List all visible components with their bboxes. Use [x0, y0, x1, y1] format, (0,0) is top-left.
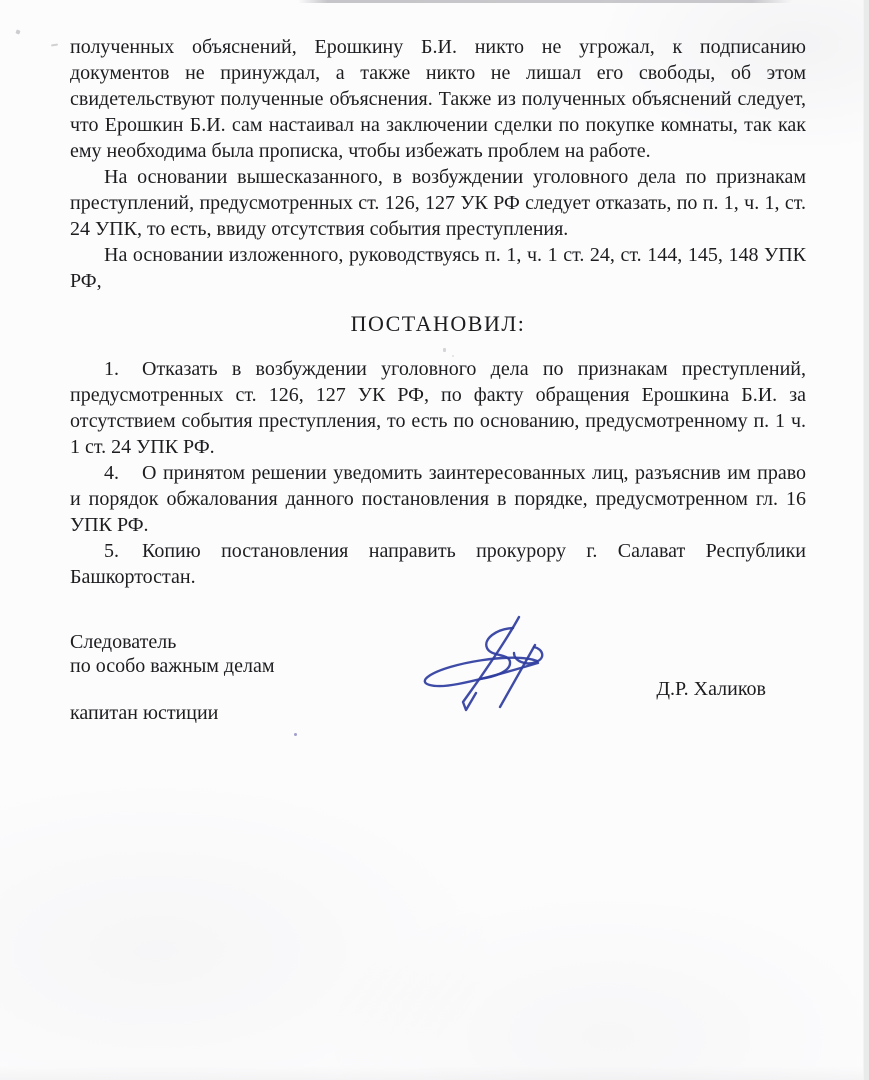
resolution-item: [70, 538, 806, 590]
paragraph: На основании вышесказанного, в возбуждении уголовного дела по признакам преступлений, предусмотренных ст. 126, 127 УК РФ следует отказать, по п. 1, ч. 1, ст. 24 УПК, то есть, ввиду отсутствия события преступления.: [70, 166, 806, 240]
item-text: Копию постановления направить прокурору г. Салават Республики Башкортостан.: [70, 540, 806, 588]
resolution-heading: ПОСТАНОВИЛ:: [350, 311, 526, 336]
paragraph-continuation: полученных объяснений, Ерошкину Б.И. никто не угрожал, к подписанию документов не принуждал, а также никто не лишал его свободы, об этом свидетельствуют полученные объяснения. Также из полученных объяснений следует, что Ерошкин Б.И. сам настаивал на заключении сделки по покупке комнаты, так как ему необходима была прописка, чтобы избежать проблем на работе.: [70, 36, 806, 162]
scan-speck: [15, 29, 20, 34]
paragraph: На основании изложенного, руководствуясь п. 1, ч. 1 ст. 24, ст. 144, 145, 148 УПК РФ,: [70, 244, 806, 292]
item-number: 1.: [104, 358, 119, 380]
signature-ink: [410, 592, 552, 718]
scan-artifact-right-edge: [863, 0, 869, 1080]
signer-name: Д.Р. Халиков: [656, 678, 766, 700]
item-number: 4.: [104, 462, 119, 484]
resolution-item: [70, 460, 806, 538]
item-text: Отказать в возбуждении уголовного дела по признакам преступлений, предусмотренных ст. 126, 127 УК РФ, по факту обращения Ерошкина Б.И. за отсутствием события преступления, то есть по основанию, предусмотренному п. 1 ч. 1 ст. 24 УПК РФ.: [70, 358, 806, 458]
scan-artifact-top-edge: [298, 0, 792, 3]
resolution-item: [70, 356, 806, 460]
signature-stroke-p-stem: [500, 645, 535, 707]
ink-speck: [294, 733, 297, 736]
item-text: О принятом решении уведомить заинтересованных лиц, разъяснив им право и порядок обжалования данного постановления в порядке, предусмотренном гл. 16 УПК РФ.: [70, 462, 806, 536]
document-text: [70, 34, 806, 590]
item-number: 5.: [104, 540, 119, 562]
scan-speck: [51, 44, 58, 47]
signer-rank: капитан юстиции: [70, 702, 219, 724]
signer-role-line2: по особо важным делам: [70, 655, 275, 677]
signer-role-line1: Следователь: [70, 631, 177, 653]
